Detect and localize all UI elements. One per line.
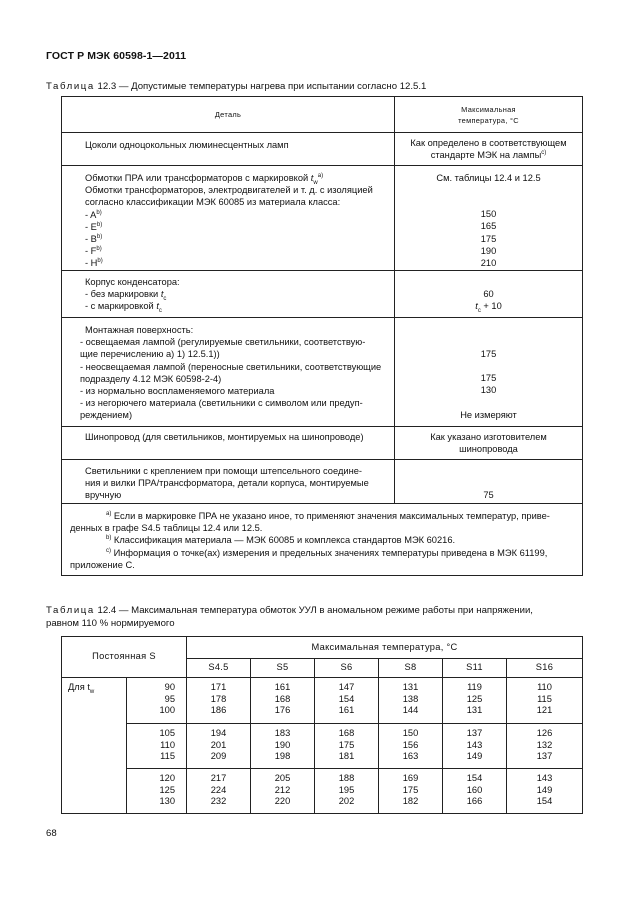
temp-value: 161 [338,705,355,716]
tc-subscript: c [158,308,162,315]
value-class-h: 210 [480,258,497,269]
spacer [395,336,582,348]
note-a [70,510,582,522]
class-e: - E [85,221,97,232]
temp-value: 119 [467,682,482,692]
temp-cell-s4-5 [187,678,251,724]
temp-cell-s11 [443,769,507,814]
temp-value: 149 [536,784,553,795]
temp-value: 190 [274,739,291,750]
temp-cell-s4-5 [187,724,251,769]
caption-word: Таблица [46,605,95,616]
note-c-marker: c) [106,547,111,554]
tw-value: 95 [164,693,175,704]
class-item [85,209,386,221]
temp-value: 137 [536,751,553,762]
temp-cell-s5 [251,678,315,724]
temp-value: 209 [210,751,227,762]
temp-cell-s8 [379,769,443,814]
spacer [395,397,582,409]
temp-value: 176 [274,705,291,716]
row-windings-values [395,166,583,271]
row-mounting-values [395,318,583,427]
temp-value: 147 [338,682,355,692]
temp-value: 195 [338,784,355,795]
class-item [85,233,386,245]
tw-value: 100 [159,705,175,716]
temp-value: 175 [402,784,419,795]
temp-value: 217 [210,773,227,783]
temp-cell-s4-5 [187,769,251,814]
temp-value: 110 [537,682,552,692]
temp-cell-s16 [507,678,583,724]
temp-value: 181 [338,751,355,762]
tw-values [127,724,187,769]
column-header-s8: S8 [379,659,443,678]
temp-value: 144 [402,705,419,716]
temp-value: 166 [466,796,483,807]
temp-value: 132 [536,739,553,750]
spacer [395,184,582,208]
column-header-s4-5: S4.5 [187,659,251,678]
row-luminaires-plug [62,460,395,504]
busbar-value-line2: шинопровода [459,444,518,455]
row-capacitor-values [395,271,583,318]
temp-value: 169 [402,773,419,783]
tw-value: 130 [159,796,175,807]
note-ref-a: a) [317,172,324,179]
row-label-text: Для t [68,682,90,692]
table-row-group [62,724,583,769]
class-h: - H [85,258,98,269]
temp-cell-s16 [507,769,583,814]
class-b: - B [85,234,97,245]
row-capacitor [62,271,395,318]
temp-value: 175 [338,739,355,750]
temp-cell-s8 [379,724,443,769]
capacitor-title: Корпус конденсатора: [85,277,180,287]
temp-value: 115 [537,693,552,704]
temp-cell-s11 [443,678,507,724]
capacitor-line3 [85,300,386,315]
temp-cell-s6 [315,678,379,724]
note-c [70,547,582,559]
temp-cell-s11 [443,724,507,769]
note-ref-b: b) [96,221,103,228]
capacitor-value-offset: + 10 [480,301,502,312]
tw-value: 105 [159,728,175,738]
temp-value: 186 [210,705,227,716]
note-b-marker: b) [106,535,112,542]
class-item [85,221,386,233]
note-ref-b: b) [96,246,102,253]
class-a: - A [85,209,97,220]
tw-subscript: w [313,179,318,186]
col-header-max-temp-line2: температура, °С [458,115,519,125]
caption-text: 12.4 — Максимальная температура обмоток УУЛ в аномальном режиме работы при напряжении, [94,605,533,616]
temp-cell-s16 [507,724,583,769]
temp-value: 212 [274,784,291,795]
tc-symbol: t [156,301,159,312]
luminaires-line3: вручную [85,490,122,501]
windings-text: Обмотки ПРА или трансформаторов с маркировкой [85,173,311,183]
temp-cell-s6 [315,724,379,769]
col-header-max-temp [395,97,583,133]
column-header-s6: S6 [315,659,379,678]
table-row-group [62,678,583,724]
temp-value: 143 [466,739,483,750]
note-ref-b: b) [96,209,102,216]
row-lamp-caps-value [395,133,583,166]
temp-value: 149 [466,751,483,762]
column-header-s5: S5 [251,659,315,678]
temp-value: 168 [338,728,355,738]
mounting-line3: щие перечислению а) 1) 12.5.1)) [80,349,220,360]
temp-value: 188 [338,773,355,783]
temp-value: 143 [536,773,553,783]
value-class-a: 150 [480,209,497,220]
class-f: - F [85,246,97,257]
tw-value: 90 [164,682,175,692]
col-header-detail: Деталь [62,97,395,133]
temp-value: 205 [274,773,291,783]
table-row-group [62,769,583,814]
temp-value: 131 [466,705,483,716]
lamp-caps-value-line2 [395,149,582,161]
header-max-temp: Максимальная температура, °С [187,637,583,659]
tc-subscript: c [163,296,167,303]
note-c-text: Информация о точке(ах) измерения и предельных значениях температуры приведена в МЭК 61199, [111,547,548,558]
temp-value: 138 [402,693,419,704]
temp-value: 182 [402,796,419,807]
caption-text: 12.3 — Допустимые температуры нагрева при испытании согласно 12.5.1 [94,81,427,92]
note-a-line2: денных в графе S4.5 таблицы 12.4 или 12.5. [70,523,263,534]
mounting-line2: - освещаемая лампой (регулируемые светильники, соответствую- [80,337,366,348]
lamp-caps-value-text: стандарте МЭК на лампы [430,150,542,161]
note-a-text: Если в маркировке ПРА не указано иное, то применяют значения максимальных температур, приве- [111,511,550,521]
page-header: ГОСТ Р МЭК 60598-1—2011 [46,50,187,62]
row-busbar-value [395,427,583,460]
note-a-marker: a) [106,510,112,517]
mounting-value-1: 175 [480,349,497,359]
luminaires-line1: Светильники с креплением при помощи штепсельного соедине- [85,466,362,476]
mounting-value-4: Не измеряют [460,409,517,420]
windings-ref: См. таблицы 12.4 и 12.5 [436,173,541,183]
temp-value: 202 [338,796,355,807]
windings-line3: согласно классификации МЭК 60085 из материала класса: [85,197,341,208]
note-c-line2: приложение С. [70,559,135,570]
mounting-line5: подразделу 4.12 МЭК 60598-2-4) [80,373,222,384]
spacer [395,360,582,372]
temp-value: 171 [210,682,227,692]
capacitor-with-mark: - с маркировкой [85,301,157,312]
temp-value: 168 [274,693,291,704]
mounting-line4: - неосвещаемая лампой (переносные светильники, соответствующие [80,361,382,372]
temp-value: 232 [210,796,227,807]
tc-symbol: t [475,301,478,312]
temp-value: 224 [210,784,227,795]
caption-word: Таблица [46,81,95,92]
caption-line2: равном 110 % нормируемого [46,618,175,629]
page-number: 68 [46,828,57,839]
temp-value: 220 [274,796,291,807]
temp-cell-s8 [379,678,443,724]
note-ref-b: b) [96,233,103,240]
note-ref-c: c) [541,150,547,157]
temp-value: 160 [466,784,483,795]
windings-line1 [85,172,386,184]
class-item [85,245,386,257]
table-12-3-caption [46,80,426,93]
capacitor-value-1: 60 [483,289,494,299]
table-12-4-caption [46,604,586,630]
table-12-4 [61,636,583,814]
temp-value: 161 [274,682,291,692]
luminaires-line2: ния и вилки ПРА/трансформатора, детали корпуса, монтируемые [85,478,369,489]
column-header-s11: S11 [443,659,507,678]
row-windings [62,166,395,271]
col-header-max-temp-line1: Максимальная [461,104,516,114]
mounting-line8: реждением) [80,410,133,421]
column-header-s16: S16 [507,659,583,678]
capacitor-line2 [85,288,386,303]
temp-value: 194 [210,728,227,738]
temp-value: 121 [536,705,553,716]
temp-cell-s6 [315,769,379,814]
temp-value: 163 [402,751,419,762]
row-busbar: Шинопровод (для светильников, монтируемых на шинопроводе) [62,427,395,460]
mounting-value-3: 130 [480,385,497,396]
row-lamp-caps: Цоколи одноцокольных люминесцентных ламп [62,133,395,166]
temp-value: 156 [402,739,419,750]
capacitor-no-mark: - без маркировки [85,289,161,300]
row-label-subscript: w [89,688,95,695]
header-constant-s: Постоянная S [62,637,187,678]
tw-symbol: t [310,173,314,183]
temp-cell-s5 [251,769,315,814]
table-12-3-notes [62,504,583,576]
temp-value: 154 [536,796,553,807]
tw-values [127,769,187,814]
temp-value: 154 [466,773,483,783]
row-label-tw [62,678,127,814]
temp-value: 201 [210,739,227,750]
row-mounting-surface [62,318,395,427]
row-luminaires-value: 75 [395,460,583,504]
mounting-line6: - из нормально воспламеняемого материала [80,386,275,397]
temp-cell-s5 [251,724,315,769]
busbar-value-line1: Как указано изготовителем [430,432,547,442]
temp-value: 183 [274,728,291,738]
tc-symbol: t [160,289,164,300]
value-class-b: 175 [480,233,497,244]
mounting-value-2: 175 [480,373,497,384]
temp-value: 131 [402,682,419,692]
tw-value: 110 [160,739,175,750]
tw-values [127,678,187,724]
note-b [70,534,582,546]
temp-value: 198 [274,751,291,762]
lamp-caps-value-line1: Как определено в соответствующем [410,138,567,148]
tc-subscript: c [477,308,481,315]
note-ref-b: b) [97,258,103,265]
note-b-text: Классификация материала — МЭК 60085 и комплекса стандартов МЭК 60216. [111,535,456,546]
value-class-e: 165 [480,221,497,232]
temp-value: 137 [466,728,483,738]
temp-value: 178 [210,693,227,704]
mounting-title: Монтажная поверхность: [85,325,194,335]
temp-value: 154 [338,693,355,704]
value-class-f: 190 [480,245,497,256]
windings-line2: Обмотки трансформаторов, электродвигателей и т. д. с изоляцией [85,185,373,196]
temp-value: 126 [536,728,553,738]
class-item [85,257,386,269]
table-12-3 [61,96,583,576]
tw-value: 115 [160,751,175,762]
capacitor-value-2 [395,300,582,315]
tw-value: 125 [159,784,175,795]
tw-value: 120 [159,773,175,783]
temp-value: 125 [466,693,483,704]
caption-line1 [46,604,586,617]
temp-value: 150 [402,728,419,738]
mounting-line7: - из негорючего материала (светильники с символом или предуп- [80,398,363,409]
